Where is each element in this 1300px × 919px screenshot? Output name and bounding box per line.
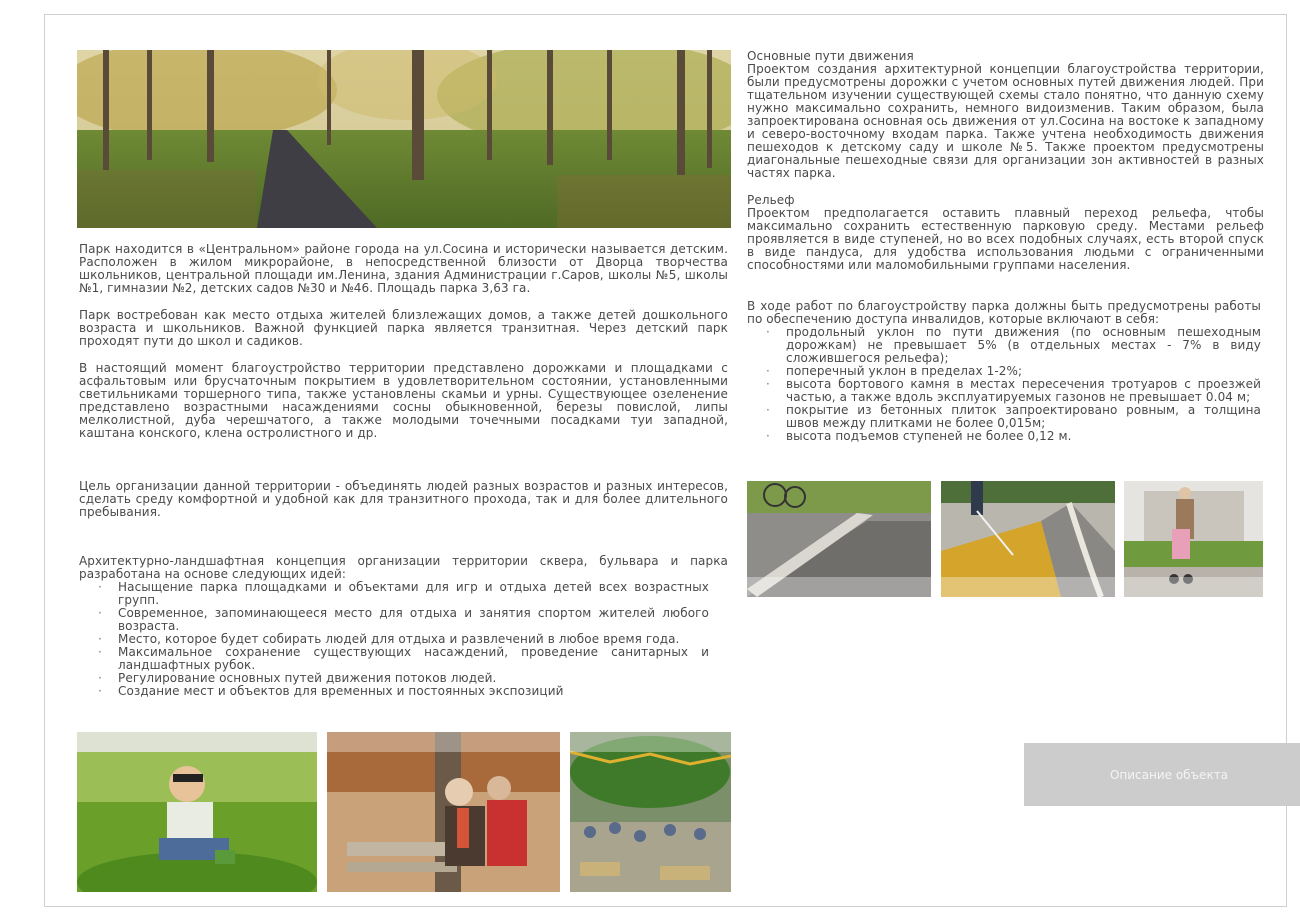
outdoor-event-photo [570,732,731,892]
list-item: · Насыщение парка площадками и объектами для игр и отдыха детей всех возрастных групп. [79,581,709,607]
list-item: · Создание мест и объектов для временных и постоянных экспозиций [79,685,709,698]
list-item: · высота подъемов ступеней не более 0,12 м. [747,430,1261,443]
list-item: · покрытие из бетонных плиток запроектировано ровным, а толщина швов между плитками не более 0,015м; [747,404,1261,430]
curb-ramp-photo [747,481,931,597]
demand-paragraph: Парк востребован как место отдыха жителей близлежащих домов, а также детей дошкольного возраста и школьников. Важной функцией парка является транзитная. Через детский парк проходят пути до школ и садиков. [79,308,728,348]
access-intro: В ходе работ по благоустройству парка должны быть предусмотрены работы по обеспечению доступа инвалидов, которые включают в себя: [747,299,1261,326]
current-state-paragraph: В настоящий момент благоустройство территории представлено дорожками и площадками с асфальтовым или брусчаточным покрытием в удовлетворительном состоянии, установленными светильниками торшерного типа, также установлены скамьи и урны. Существующее озеленение представлено возрастными насаждениями сосны обыкновенной, березы повислой, липы мелколистной, дуба черешчатого, а также молодыми точечными посадками туи западной, каштана конского, клена остролистного и др. [79,361,728,440]
list-item: · Современное, запоминающееся место для отдыха и занятия спортом жителей любого возраста. [79,607,709,633]
paths-section [747,50,1264,180]
tab-label: Описание объекта [1109,767,1229,782]
list-item: · продольный уклон по пути движения (по основным пешеходным дорожкам) не превышает 5% (в отдельных местах - 7% в виду сложившегося рельефа); [747,326,1261,365]
access-section [747,300,1261,443]
park-path-photo [77,50,731,228]
goal-paragraph: Цель организации данной территории - объединять людей разных возрастов и разных интересов, сделать среду комфортной и удобной как для транзитного прохода, так и для более длительного пребывания. [79,479,728,519]
paths-title: Основные пути движения [747,49,914,63]
list-item: · Максимальное сохранение существующих насаждений, проведение санитарных и ландшафтных рубок. [79,646,709,672]
concept-intro: Архитектурно-ландшафтная концепция организации территории сквера, бульвара и парка разработана на основе следующих идей: [79,554,728,581]
relief-title: Рельеф [747,193,795,207]
list-item: · высота бортового камня в местах пересечения тротуаров с проезжей частью, а также вдоль эксплуатируемых газонов не превышает 0.04 м; [747,378,1261,404]
intro-paragraph: Парк находится в «Центральном» районе города на ул.Сосина и исторически называется детским. Расположен в жилом микрорайоне, в непосредственной близости от Дворца творчества школьников, центральной площади им.Ленина, здания Администрации г.Саров, школы №5, школы №1, гимназии №2, детских садов №30 и №46. Площадь парка 3,63 га. [79,242,728,295]
paths-text: Проектом создания архитектурной концепции благоустройства территории, были предусмотрены дорожки с учетом основных путей движения людей. При тщательном изучении существующей схемы стало понятно, что данную схему нужно максимально сохранить, немного видоизменив. Таким образом, была запроектирована основная ось движения от ул.Сосина на востоке к западному и северо-восточному входам парка. Также учтена необходимость движения пешеходов к детскому саду и школе №5. Также проектом предусмотрены диагональные пешеходные связи для организации зон активностей в разных частях парка. [747,62,1264,180]
object-description-tab[interactable] [1024,743,1300,806]
stroller-photo [1124,481,1263,597]
relief-section [747,194,1264,272]
list-item: · Регулирование основных путей движения потоков людей. [79,672,709,685]
relief-text: Проектом предполагается оставить плавный переход рельефа, чтобы максимально сохранить естественную парковую среду. Местами рельеф проявляется в виде ступеней, но во всех подобных случаях, есть второй спуск в виде пандуса, для удобства использования людьми с ограниченными способностями или маломобильными группами населения. [747,206,1264,272]
concept-section [79,555,728,698]
concept-list [79,581,709,698]
elderly-couple-photo [327,732,560,892]
access-list [747,326,1261,443]
child-on-grass-photo [77,732,317,892]
list-item: · Место, которое будет собирать людей для отдыха и развлечений в любое время года. [79,633,709,646]
list-item: · поперечный уклон в пределах 1-2%; [747,365,1261,378]
tactile-paving-photo [941,481,1115,597]
